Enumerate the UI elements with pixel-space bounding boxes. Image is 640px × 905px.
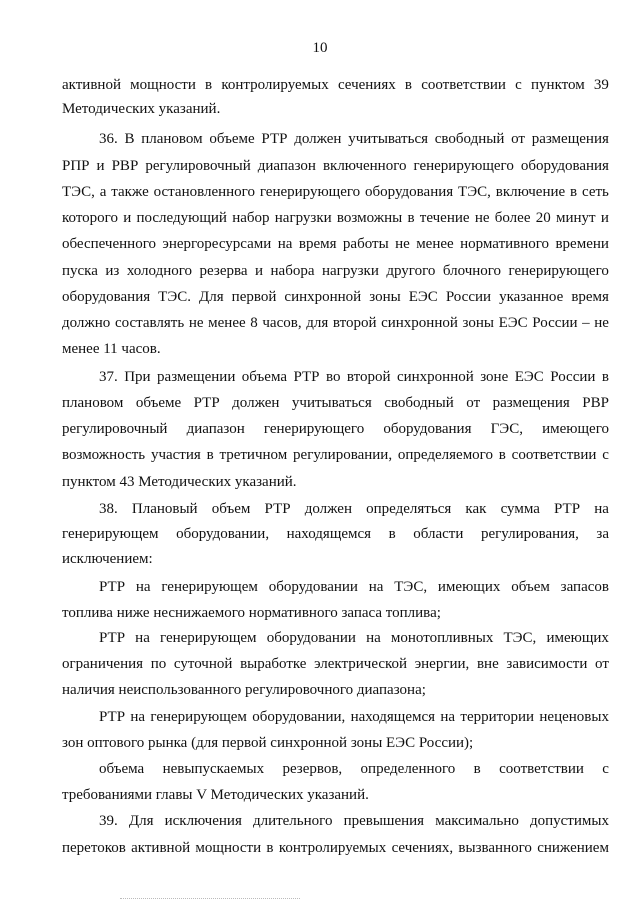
text-line: зон оптового рынка (для первой синхронной зоны ЕЭС России); [62, 735, 474, 751]
text-line: регулировочный диапазон генерирующего оборудования ГЭС, имеющего [62, 421, 609, 437]
text-line: РТР на генерирующем оборудовании, находящемся на территории неценовых [99, 709, 609, 725]
text-line: исключением: [62, 551, 153, 567]
text-line: требованиями главы V Методических указаний. [62, 787, 369, 803]
text-line: менее 11 часов. [62, 341, 161, 357]
page-number: 10 [312, 40, 328, 56]
text-line: перетоков активной мощности в контролируемых сечениях, вызванного снижением [62, 840, 609, 856]
text-line: РТР на генерирующем оборудовании на ТЭС, имеющих объем запасов [99, 579, 609, 595]
text-line: объема невыпускаемых резервов, определенного в соответствии с [99, 761, 609, 777]
text-line: пунктом 43 Методических указаний. [62, 474, 297, 490]
text-line: топлива ниже неснижаемого нормативного запаса топлива; [62, 605, 441, 621]
text-line: наличия неиспользованного регулировочного диапазона; [62, 682, 426, 698]
text-line: 38. Плановый объем РТР должен определяться как сумма РТР на [99, 501, 609, 517]
text-line: оборудования ТЭС. Для первой синхронной зоны ЕЭС России указанное время [62, 289, 609, 305]
text-line: 36. В плановом объеме РТР должен учитываться свободный от размещения [99, 131, 609, 147]
text-line: генерирующем оборудовании, находящемся в области регулирования, за [62, 526, 609, 542]
text-line: пуска из холодного резерва и набора нагрузки другого блочного генерирующего [62, 263, 609, 279]
text-line: 39. Для исключения длительного превышения максимально допустимых [99, 813, 609, 829]
text-line: возможность участия в третичном регулировании, определяемого в соответствии с [62, 447, 609, 463]
text-line: Методических указаний. [62, 101, 221, 117]
text-line: должно составлять не менее 8 часов, для второй синхронной зоны ЕЭС России – не [62, 315, 609, 331]
text-line: ограничения по суточной выработке электрической энергии, вне зависимости от [62, 656, 609, 672]
text-line: которого и последующий набор нагрузки возможны в течение не более 20 минут и [62, 210, 609, 226]
text-line: РТР на генерирующем оборудовании на монотопливных ТЭС, имеющих [99, 630, 609, 646]
text-line: плановом объеме РТР должен учитываться свободный от размещения РВР [62, 395, 609, 411]
text-line: РПР и РВР регулировочный диапазон включенного генерирующего оборудования [62, 158, 609, 174]
scan-artifact-line [120, 898, 300, 900]
text-line: обеспеченного энергоресурсами на время работы не менее нормативного времени [62, 236, 609, 252]
text-line: активной мощности в контролируемых сечениях в соответствии с пунктом 39 [62, 77, 609, 93]
text-line: 37. При размещении объема РТР во второй синхронной зоне ЕЭС России в [99, 369, 609, 385]
text-line: ТЭС, а также остановленного генерирующего оборудования ТЭС, включение в сеть [62, 184, 609, 200]
